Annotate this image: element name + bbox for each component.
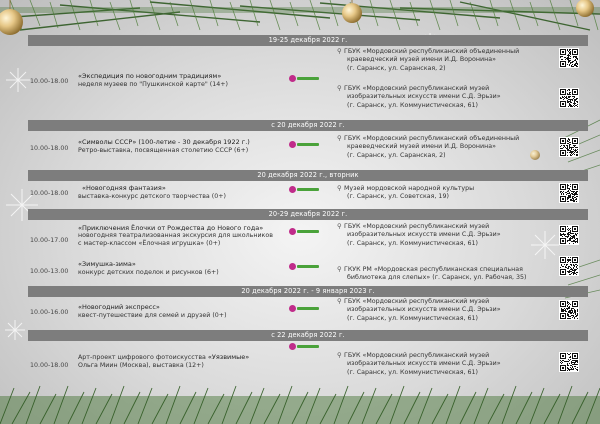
location-pin-icon: ⚲ <box>337 351 342 359</box>
pushkin-card-logo <box>289 140 319 150</box>
event-time: 10.00-17.00 <box>30 237 69 244</box>
venue-address: ⚲ ГБУК «Мордовский республиканский музей изобразительных искусств имени С.Д. Эрьзи» (г. Саранск, ул. Коммунистическая, 61) <box>337 297 501 322</box>
event-description: выставка-конкурс детского творчества (0+) <box>78 193 226 200</box>
event-description: Арт-проект цифрового фотоискусства «Уязвимые» Ольга Миин (Москва), выставка (12+) <box>78 353 250 370</box>
event-description: неделя музеев по "Пушкинской карте" (14+) <box>78 81 228 88</box>
event-title: «Приключения Ёлочки от Рождества до Нового года» <box>78 224 264 232</box>
venue-address: ⚲ Музей мордовской народной культуры (г. Саранск, ул. Советская, 19) <box>337 184 475 201</box>
pushkin-card-logo <box>289 74 319 84</box>
event-title: «Новогодний экспресс» <box>78 303 160 311</box>
venue-address: ⚲ ГБУК «Мордовский республиканский объединенный краеведческий музей имени И.Д. Воронина» (г. Саранск, ул. Саранская, 2) <box>337 47 520 72</box>
venue-address: ⚲ ГБУК «Мордовский республиканский музей изобразительных искусств имени С.Д. Эрьзи» (г. Саранск, ул. Коммунистическая, 61) <box>337 222 501 247</box>
venue-address: ⚲ ГБУК «Мордовский республиканский музей изобразительных искусств имени С.Д. Эрьзи» (г. Саранск, ул. Коммунистическая, 61) <box>337 351 501 376</box>
qr-code-icon[interactable] <box>559 256 579 276</box>
event-description: конкурс детских поделок и рисунков (6+) <box>78 269 219 276</box>
event-time: 10.00-16.00 <box>30 309 69 316</box>
qr-code-icon[interactable] <box>559 48 579 68</box>
location-pin-icon: ⚲ <box>337 265 342 273</box>
event-description: новогодняя театрализованная экскурсия для школьников с мастер-классом «Ёлочная игрушка» (0+) <box>78 232 273 248</box>
date-band: 20 декабря 2022 г. - 9 января 2023 г. <box>28 286 588 297</box>
pushkin-card-logo <box>289 304 319 314</box>
event-title: «Зимушка-зима» <box>78 260 136 268</box>
event-title: «Новогодняя фантазия» <box>82 184 166 192</box>
event-time: 10.00-18.00 <box>30 145 69 152</box>
event-time: 10.00-18.00 <box>30 190 69 197</box>
venue-address: ⚲ ГБУК «Мордовский республиканский музей изобразительных искусств имени С.Д. Эрьзи» (г. Саранск, ул. Коммунистическая, 61) <box>337 84 501 109</box>
venue-address: ⚲ ГКУК РМ «Мордовская республиканская специальная библиотека для слепых» (г. Саранск, ул. Рабочая, 35) <box>337 265 527 282</box>
event-title: «Экспедиция по новогодним традициям» <box>78 72 222 80</box>
location-pin-icon: ⚲ <box>337 134 342 142</box>
location-pin-icon: ⚲ <box>337 297 342 305</box>
event-description: квест-путешествие для семей и друзей (0+) <box>78 312 227 319</box>
date-band: 19-25 декабря 2022 г. <box>28 35 588 46</box>
qr-code-icon[interactable] <box>559 352 579 372</box>
qr-code-icon[interactable] <box>559 183 579 203</box>
date-band: 20 декабря 2022 г., вторник <box>28 170 588 181</box>
event-description: Ретро-выставка, посвященная столетию СССР (6+) <box>78 147 249 154</box>
event-title: «Уязвимые» <box>207 353 250 361</box>
qr-code-icon[interactable] <box>559 137 579 157</box>
event-time: 10.00-18.00 <box>30 78 69 85</box>
date-band: 20-29 декабря 2022 г. <box>28 209 588 220</box>
pushkin-card-logo <box>289 185 319 195</box>
date-band: с 20 декабря 2022 г. <box>28 120 588 131</box>
location-pin-icon: ⚲ <box>337 222 342 230</box>
event-title: «Символы СССР» (100-летие - 30 декабря 1922 г.) <box>78 138 250 146</box>
event-time: 10.00-13.00 <box>30 268 69 275</box>
event-time: 10.00-18.00 <box>30 362 69 369</box>
qr-code-icon[interactable] <box>559 225 579 245</box>
qr-code-icon[interactable] <box>559 300 579 320</box>
qr-code-icon[interactable] <box>559 88 579 108</box>
location-pin-icon: ⚲ <box>337 47 342 55</box>
pushkin-card-logo <box>289 342 319 352</box>
location-pin-icon: ⚲ <box>337 184 342 192</box>
pushkin-card-logo <box>289 227 319 237</box>
venue-address: ⚲ ГБУК «Мордовский республиканский объединенный краеведческий музей имени И.Д. Воронина» (г. Саранск, ул. Саранская, 2) <box>337 134 520 159</box>
date-band: с 22 декабря 2022 г. <box>28 330 588 341</box>
pushkin-card-logo <box>289 262 319 272</box>
location-pin-icon: ⚲ <box>337 84 342 92</box>
